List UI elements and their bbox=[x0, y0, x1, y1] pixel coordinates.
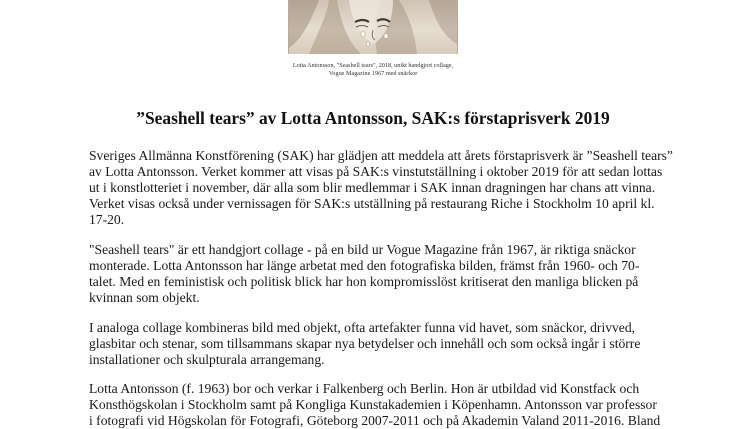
collage-photo-icon bbox=[289, 0, 457, 54]
paragraph-4-line-3: i fotografi vid Högskolan för Fotografi, Göteborg 2007-2011 och på Akademin Valand 2011-2016. Bland bbox=[89, 413, 661, 428]
paragraph-1-line-4: Verket visas också under vernissagen för SAK:s utställning på restaurang Riche i Stockholm 10 april kl. bbox=[89, 196, 655, 211]
article-title: ”Seashell tears” av Lotta Antonsson, SAK:s förstaprisverk 2019 bbox=[136, 108, 610, 128]
paragraph-3-line-2: glasbitar och stenar, som tillsammans skapar nya betydelser och innehåll och som också ingår i större bbox=[89, 336, 641, 351]
paragraph-1-line-5: 17-20. bbox=[89, 212, 125, 227]
paragraph-1-line-3: ut i konstlotteriet i november, där alla som blir medlemmar i SAK innan dragningen har chans att vinna. bbox=[89, 180, 656, 195]
paragraph-3-line-1: I analoga collage kombineras bild med objekt, ofta artefakter funna vid havet, som snäckor, drivved, bbox=[89, 320, 636, 335]
paragraph-3-line-3: installationer och skulpturala arrangemang. bbox=[89, 352, 325, 367]
figure-caption-line-2: Vogue Magazine 1967 med snäckor bbox=[328, 70, 418, 77]
paragraph-2-line-1: "Seashell tears" är ett handgjort collage - på en bild ur Vogue Magazine från 1967, är riktiga snäckor bbox=[89, 242, 636, 257]
figure-caption-line-1: Lotta Antonsson, "Seashell tears", 2018, unikt handgjort collage, bbox=[292, 62, 454, 69]
paragraph-4-line-2: Konsthögskolan i Stockholm samt på Kongliga Kunstakademien i Köpenhamn. Antonsson var professor bbox=[89, 397, 657, 412]
paragraph-2-line-3: talet. Med en feministisk och politisk blick har hon kompromisslöst kritiserat den manliga blicken på bbox=[89, 274, 639, 289]
collage-photo bbox=[288, 0, 458, 54]
paragraph-1-line-1: Sveriges Allmänna Konstförening (SAK) har glädjen att meddela att årets förstaprisverk är ”Seashell tears” bbox=[89, 148, 673, 163]
paragraph-2-line-2: monterade. Lotta Antonsson har länge arbetat med den fotografiska bilden, främst från 1960- och 70- bbox=[89, 258, 640, 273]
paragraph-2-line-4: kvinnan som objekt. bbox=[89, 290, 200, 305]
paragraph-4-line-1: Lotta Antonsson (f. 1963) bor och verkar i Falkenberg och Berlin. Hon är utbildad vid Konstfack och bbox=[89, 381, 640, 396]
paragraph-1-line-2: av Lotta Antonsson. Verket kommer att visas på SAK:s vinstutställning i oktober 2019 för att sedan lottas bbox=[89, 164, 663, 179]
